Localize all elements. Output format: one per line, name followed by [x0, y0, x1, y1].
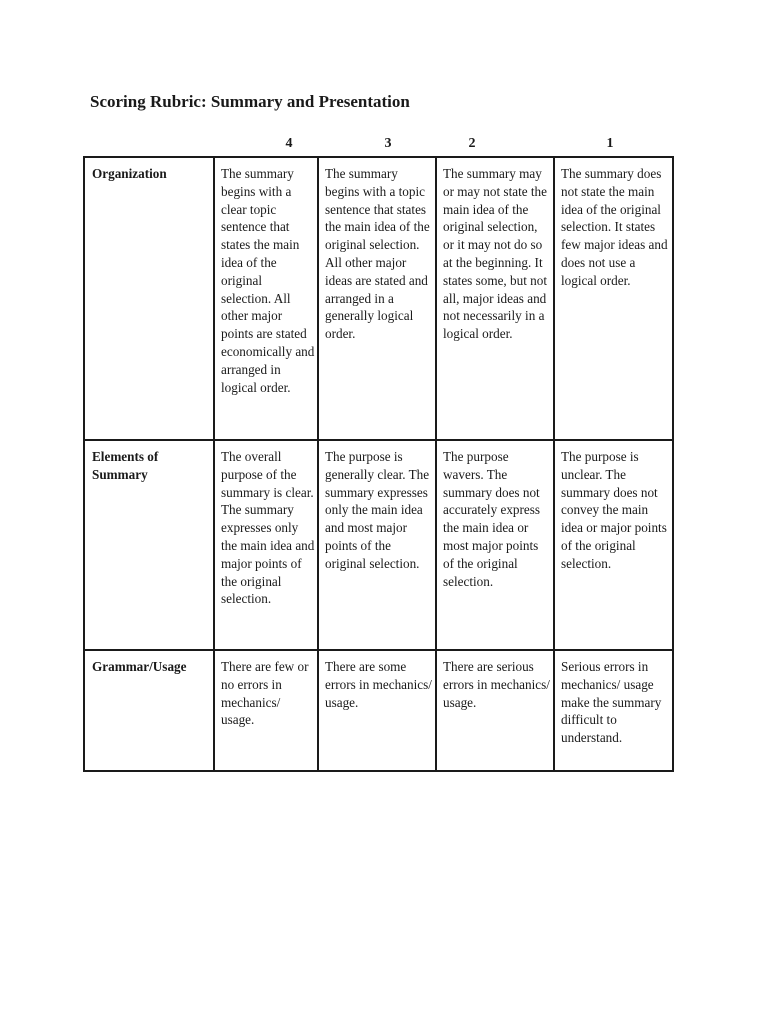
- rubric-table: [83, 156, 674, 772]
- cell-grammar-score-3: There are some errors in mechanics/ usage.: [318, 650, 436, 771]
- cell-organization-score-3: The summary begins with a topic sentence that states the main idea of the original selection. All other major ideas are stated and arranged in a generally logical order.: [318, 157, 436, 440]
- cell-elements-score-3: The purpose is generally clear. The summary expresses only the main idea and most major points of the original selection.: [318, 440, 436, 650]
- table-row-organization: [84, 157, 673, 440]
- score-heading-4: 4: [285, 136, 293, 151]
- cell-elements-score-1: The purpose is unclear. The summary does not convey the main idea or major points of the original selection.: [554, 440, 673, 650]
- cell-grammar-score-1: Serious errors in mechanics/ usage make the summary difficult to understand.: [554, 650, 673, 771]
- table-row-elements-of-summary: [84, 440, 673, 650]
- score-heading-3: 3: [384, 136, 392, 151]
- cell-organization-score-1: The summary does not state the main idea of the original selection. It states few major ideas and does not use a logical order.: [554, 157, 673, 440]
- page-title: Scoring Rubric: Summary and Presentation: [90, 92, 410, 111]
- score-heading-1: 1: [606, 136, 614, 151]
- criterion-organization: Organization: [84, 157, 214, 440]
- criterion-grammar-usage: Grammar/Usage: [84, 650, 214, 771]
- table-row-grammar-usage: [84, 650, 673, 771]
- cell-organization-score-4: The summary begins with a clear topic sentence that states the main idea of the original selection. All other major points are stated economically and arranged in logical order.: [214, 157, 318, 440]
- cell-elements-score-4: The overall purpose of the summary is clear. The summary expresses only the main idea and major points of the original selection.: [214, 440, 318, 650]
- cell-grammar-score-4: There are few or no errors in mechanics/ usage.: [214, 650, 318, 771]
- score-heading-2: 2: [468, 136, 476, 151]
- cell-grammar-score-2: There are serious errors in mechanics/ usage.: [436, 650, 554, 771]
- cell-elements-score-2: The purpose wavers. The summary does not accurately express the main idea or most major points of the original selection.: [436, 440, 554, 650]
- cell-organization-score-2: The summary may or may not state the main idea of the original selection, or it may not do so at the beginning. It states some, but not all, major ideas and not necessarily in a logical order.: [436, 157, 554, 440]
- criterion-elements-of-summary: Elements of Summary: [84, 440, 214, 650]
